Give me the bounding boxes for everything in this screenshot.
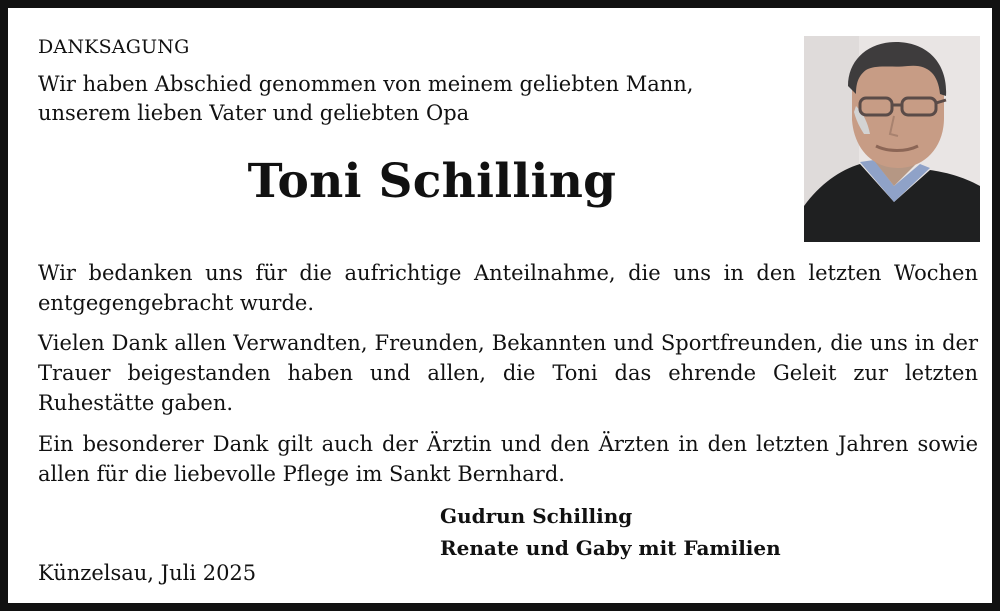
signature-block bbox=[440, 500, 781, 564]
thanks-paragraph-3: Ein besonderer Dank gilt auch der Ärztin und den Ärzten in den letzten Jahren sowie allen für die liebevolle Pflege im Sankt Bernhard. bbox=[38, 432, 978, 486]
thanks-paragraph-2: Vielen Dank allen Verwandten, Freunden, Bekannten und Sportfreunden, die uns in der Trauer beigestanden haben und allen, die Toni das ehrende Geleit zur letzten Ruhestätte gaben. bbox=[38, 331, 978, 415]
signature-line-1: Gudrun Schilling bbox=[440, 504, 633, 528]
notice-heading: DANKSAGUNG bbox=[38, 36, 190, 58]
intro-line-2: unserem lieben Vater und geliebten Opa bbox=[38, 101, 470, 125]
intro-text bbox=[38, 70, 693, 128]
signature-line-2: Renate und Gaby mit Familien bbox=[440, 536, 781, 560]
thanks-paragraph-1: Wir bedanken uns für die aufrichtige Anteilnahme, die uns in den letzten Wochen entgegengebracht wurde. bbox=[38, 261, 978, 315]
portrait-photo bbox=[804, 36, 980, 242]
intro-line-1: Wir haben Abschied genommen von meinem geliebten Mann, bbox=[38, 72, 694, 96]
deceased-name: Toni Schilling bbox=[247, 154, 617, 209]
place-date: Künzelsau, Juli 2025 bbox=[38, 561, 257, 585]
portrait-image bbox=[804, 36, 980, 242]
